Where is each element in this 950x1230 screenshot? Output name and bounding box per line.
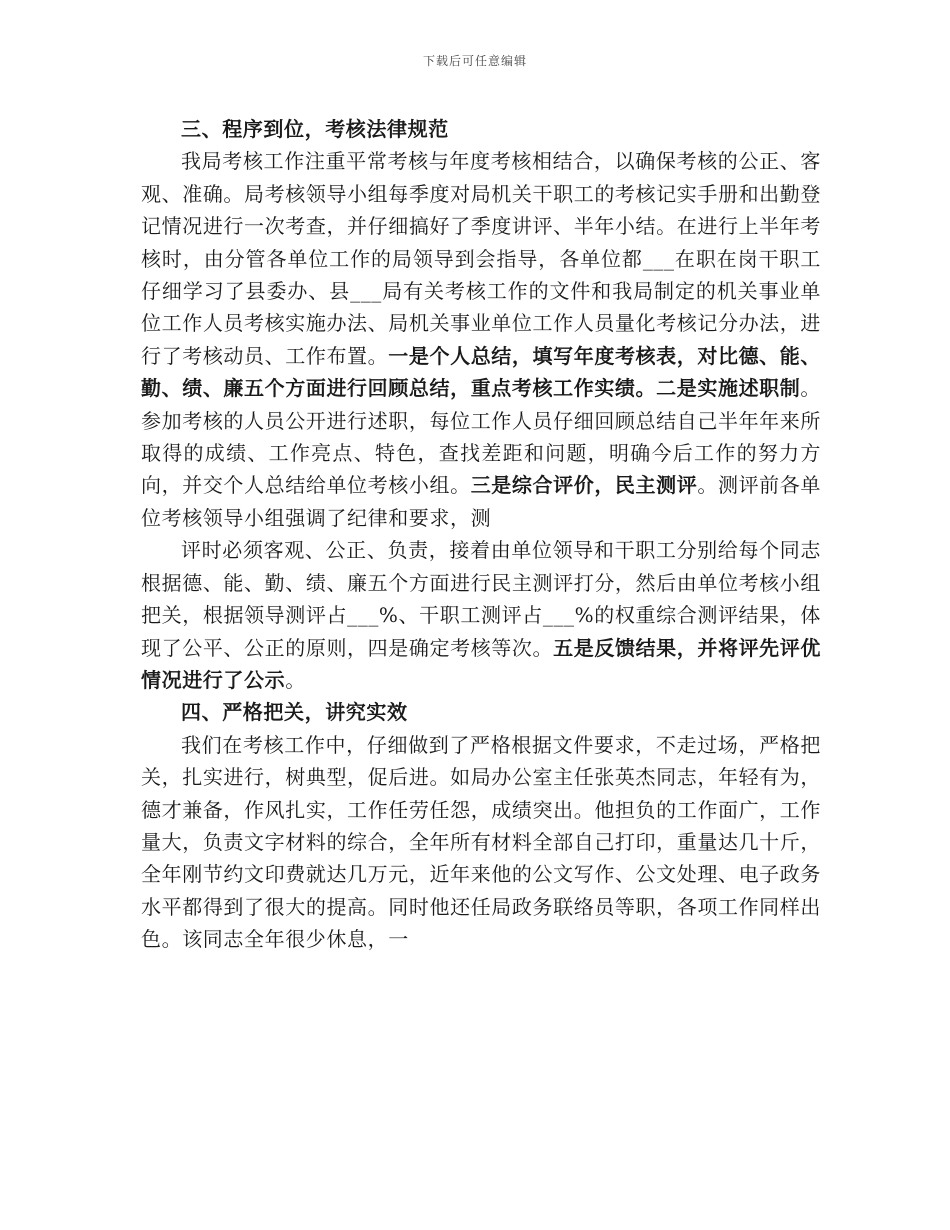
bold-text: 五是反馈结果，并将评先评优情况进行了公示 xyxy=(141,635,821,692)
paragraph-text: 我局考核工作注重平常考核与年度考核相结合，以确保考核的公正、客观、准确。局考核领导小组每季度对局机关干职工的考核记实手册和出勤登记情况进行一次考查，并仔细搞好了季度讲评、半年小结。在进行上半年考核时，由分管各单位工作的局领导到会指导，各单位都___在职在岗干职工仔细学习了县委办、县___局有关考核工作的文件和我局制定的机关事业单位工作人员考核实施办法、局机关事业单位工作人员量化考核记分办法，进行了考核动员、工作布置。 xyxy=(141,149,821,368)
bold-text: 三是综合评价，民主测评 xyxy=(470,473,698,498)
paragraph-text: 。测评前各单位考核领导小组强调了纪律和要求，测 xyxy=(141,473,821,530)
paragraph-evaluation xyxy=(141,534,821,696)
bold-text: 一是个人总结，填写年度考核表，对比德、能、勤、绩、廉五个方面进行回顾总结，重点考核工作实绩。二是实施述职制 xyxy=(141,343,821,401)
document-body xyxy=(141,113,821,956)
section-heading-4: 四、严格把关，讲究实效 xyxy=(181,700,408,725)
paragraph-text: 。参加考核的人员公开进行述职，每位工作人员仔细回顾总结自己半年年来所取得的成绩、工作亮点、特色，查找差距和问题，明确今后工作的努力方向，并交个人总结给单位考核小组。 xyxy=(141,376,821,498)
paragraph-text: 。 xyxy=(285,667,306,692)
paragraph-assessment-procedure xyxy=(141,145,821,534)
paragraph-text: 评时必须客观、公正、负责，接着由单位领导和干职工分别给每个同志根据德、能、勤、绩、廉五个方面进行民主测评打分，然后由单位考核小组把关，根据领导测评占___%、干职工测评占___%的权重综合测评结果，体现了公平、公正的原则，四是确定考核等次。 xyxy=(141,538,821,660)
paragraph-strict-control: 我们在考核工作中，仔细做到了严格根据文件要求，不走过场，严格把关，扎实进行，树典型，促后进。如局办公室主任张英杰同志，年轻有为，德才兼备，作风扎实，工作任劳任怨，成绩突出。他担负的工作面广，工作量大，负责文字材料的综合，全年所有材料全部自己打印，重量达几十斤，全年刚节约文印费就达几万元，近年来他的公文写作、公文处理、电子政务水平都得到了很大的提高。同时他还任局政务联络员等职，各项工作同样出色。该同志全年很少休息，一 xyxy=(141,732,821,952)
page-header: 下载后可任意编辑 xyxy=(422,54,527,68)
section-heading-3: 三、程序到位，考核法律规范 xyxy=(181,117,449,141)
